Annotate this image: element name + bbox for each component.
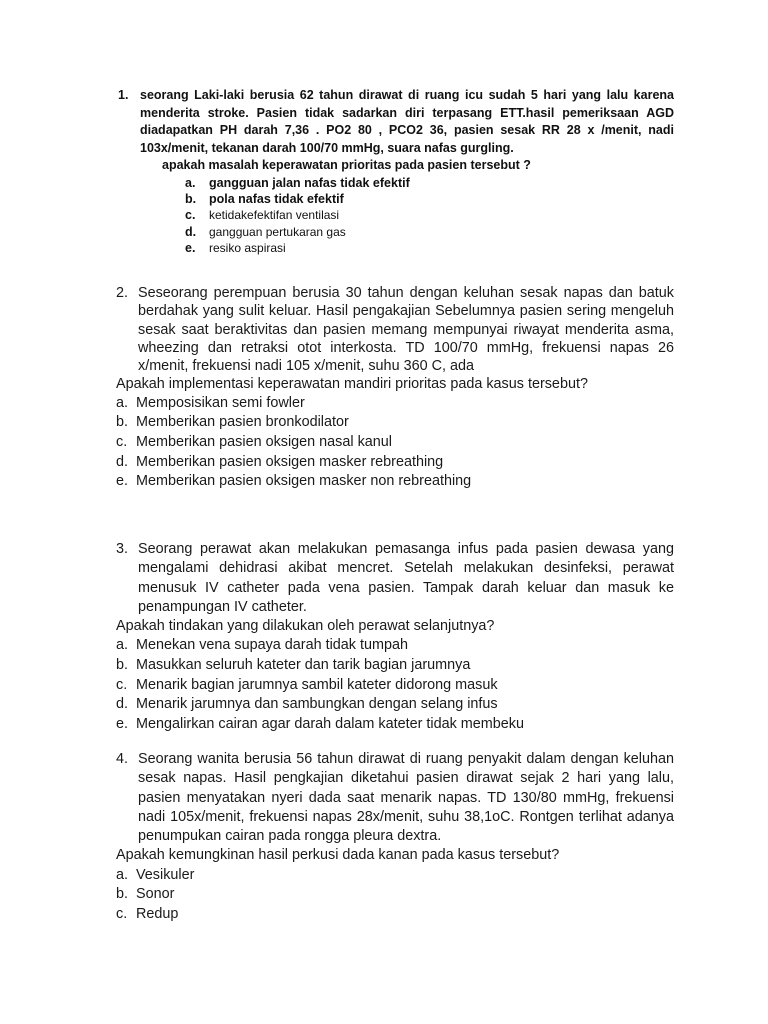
option-letter: b. (116, 414, 129, 431)
option-text: Memberikan pasien bronkodilator (136, 414, 349, 431)
option-letter: e. (116, 715, 129, 732)
question-prompt: Apakah tindakan yang dilakukan oleh perawat selanjutnya? (116, 618, 495, 635)
option-letter: c. (185, 208, 196, 223)
question-prompt: Apakah implementasi keperawatan mandiri prioritas pada kasus tersebut? (116, 376, 588, 393)
question-4 (116, 750, 674, 925)
option-text: Vesikuler (136, 866, 195, 883)
answer-option-b (185, 191, 674, 207)
answer-option-d (185, 224, 674, 240)
option-letter: b. (116, 657, 129, 674)
question-stem: seorang Laki-laki berusia 62 tahun dirawat di ruang icu sudah 5 hari yang lalu karena menderita stroke. Pasien tidak sadarkan diri terpasang ETT.hasil pemeriksaan AGD diadapatkan PH darah 7,36 . PO2 80 , PCO2 36, pasien sesak RR 28 x /menit, nadi 103x/menit, tekanan darah 100/70 mmHg, suara nafas gurgling. (140, 88, 674, 155)
answer-option-e (185, 240, 674, 256)
question-number: 3. (116, 541, 129, 557)
answer-option-a (116, 394, 674, 414)
answer-option-a (116, 636, 674, 656)
answer-option-a (116, 866, 674, 886)
option-letter: d. (116, 696, 129, 713)
option-text: Menarik jarumnya dan sambungkan dengan selang infus (136, 696, 498, 713)
option-text: Memberikan pasien oksigen masker non rebreathing (136, 473, 472, 490)
answer-option-b (116, 885, 674, 905)
answer-option-b (116, 656, 674, 676)
option-letter: c. (116, 676, 128, 693)
answer-options (116, 636, 674, 734)
answer-option-e (116, 472, 674, 492)
option-text: gangguan jalan nafas tidak efektif (209, 175, 410, 190)
answer-option-d (116, 695, 674, 715)
answer-option-a (185, 175, 674, 191)
option-text: gangguan pertukaran gas (209, 224, 346, 239)
question-header (116, 284, 674, 375)
option-letter: d. (116, 453, 129, 470)
option-text: Menekan vena supaya darah tidak tumpah (136, 637, 409, 654)
option-text: ketidakefektifan ventilasi (209, 208, 340, 223)
answer-options (116, 394, 674, 492)
option-text: resiko aspirasi (209, 240, 286, 255)
answer-option-c (116, 433, 674, 453)
answer-option-c (185, 207, 674, 223)
option-letter: e. (185, 240, 196, 255)
question-stem: Seorang perawat akan melakukan pemasanga infus pada pasien dewasa yang mengalami dehidrasi akibat mencret. Setelah melakukan desinfeksi, perawat menusuk IV catheter pada vena pasien. Tampak darah keluar dan masuk ke penampungan IV catheter. (138, 541, 674, 615)
option-letter: a. (116, 394, 129, 411)
option-letter: c. (116, 905, 128, 922)
option-text: Mengalirkan cairan agar darah dalam kateter tidak membeku (136, 715, 524, 732)
question-stem: Seorang wanita berusia 56 tahun dirawat di ruang penyakit dalam dengan keluhan sesak napas. Hasil pengkajian diketahui pasien dirawat sejak 2 hari yang lalu, pasien menyatakan nyeri dada saat menarik napas. TD 130/80 mmHg, frekuensi nadi 105x/menit, frekuensi napas 28x/menit, suhu 38,1oC. Rontgen terlihat adanya penumpukan cairan pada rongga pleura dextra. (138, 751, 674, 845)
option-letter: d. (185, 224, 197, 239)
option-text: Menarik bagian jarumnya sambil kateter didorong masuk (136, 676, 498, 693)
question-2 (116, 284, 674, 492)
option-text: Memberikan pasien oksigen masker rebreathing (136, 453, 444, 470)
option-letter: a. (116, 866, 129, 883)
question-header (116, 750, 674, 846)
option-letter: b. (116, 886, 129, 903)
question-number: 2. (116, 285, 129, 301)
answer-option-b (116, 413, 674, 433)
question-header (116, 540, 674, 617)
answer-options (116, 866, 674, 925)
answer-option-e (116, 715, 674, 735)
answer-options (185, 175, 674, 256)
answer-option-c (116, 905, 674, 925)
question-stem: Seseorang perempuan berusia 30 tahun dengan keluhan sesak napas dan batuk berdahak yang sulit keluar. Hasil pengakajian Sebelumnya pasien sering mengeluh sesak saat beraktivitas dan pasien memang mempunyai riwayat menderita asma, wheezing dan retraksi otot interkosta. TD 100/70 mmHg, frekuensi napas 26 x/menit, frekuensi nadi 105 x/menit, suhu 360 C, ada (138, 285, 674, 375)
question-prompt: Apakah kemungkinan hasil perkusi dada kanan pada kasus tersebut? (116, 847, 560, 864)
question-number: 4. (116, 751, 129, 767)
option-text: Redup (136, 905, 179, 922)
question-number: 1. (118, 88, 129, 102)
option-text: Masukkan seluruh kateter dan tarik bagian jarumnya (136, 657, 471, 674)
option-letter: a. (116, 637, 129, 654)
option-text: Memposisikan semi fowler (136, 394, 305, 411)
option-text: Sonor (136, 886, 175, 903)
option-text: Memberikan pasien oksigen nasal kanul (136, 433, 392, 450)
answer-option-c (116, 676, 674, 696)
answer-option-d (116, 453, 674, 473)
option-letter: c. (116, 433, 128, 450)
question-prompt: apakah masalah keperawatan prioritas pada pasien tersebut ? (162, 158, 531, 173)
option-letter: a. (185, 175, 196, 190)
option-letter: e. (116, 473, 129, 490)
option-letter: b. (185, 192, 197, 207)
question-3 (116, 540, 674, 734)
option-text: pola nafas tidak efektif (209, 192, 344, 207)
question-1 (118, 87, 674, 256)
